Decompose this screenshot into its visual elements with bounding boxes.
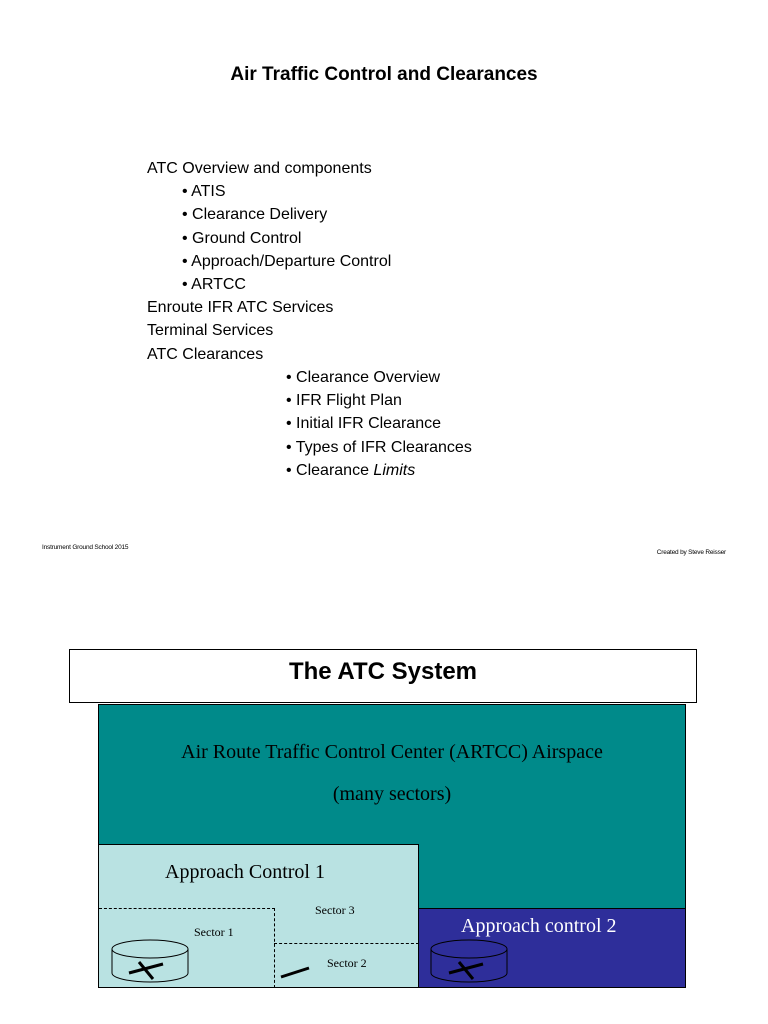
outline-item: • Types of IFR Clearances (286, 439, 472, 456)
outline-item: • Approach/Departure Control (182, 253, 392, 270)
outline-item-italic: Limits (373, 462, 416, 479)
outline-item-text: • Clearance (286, 462, 374, 479)
outline-item: ATC Clearances (147, 346, 264, 363)
approach-control-1-label: Approach Control 1 (165, 861, 325, 883)
sector-divider (274, 908, 275, 988)
artcc-sublabel: (many sectors) (332, 783, 452, 805)
artcc-label: Air Route Traffic Control Center (ARTCC) Airspace (181, 741, 603, 763)
outline-item: • Clearance Overview (286, 369, 441, 386)
sector-divider (274, 943, 419, 944)
sector-divider (99, 908, 275, 909)
approach-control-2-label: Approach control 2 (461, 915, 617, 937)
slide1-title: Air Traffic Control and Clearances (230, 64, 538, 85)
slide2-title-box (69, 649, 697, 703)
footer-left: Instrument Ground School 2015 (42, 544, 129, 551)
outline-item: • Clearance Delivery (182, 206, 328, 223)
runway-icon (279, 965, 311, 979)
airport-icon (111, 939, 191, 985)
footer-right: Created by Steve Reisser (656, 549, 726, 556)
outline-item: Terminal Services (147, 322, 274, 339)
outline-item: • ARTCC (182, 276, 246, 293)
outline-item: • ATIS (182, 183, 226, 200)
sector-2-label: Sector 2 (327, 956, 367, 970)
outline-item (286, 461, 415, 481)
airport-icon (429, 939, 511, 985)
slide2-title: The ATC System (288, 658, 478, 685)
sector-1-label: Sector 1 (194, 925, 234, 939)
outline-item: • Ground Control (182, 230, 302, 247)
outline-item: ATC Overview and components (147, 160, 372, 177)
sector-3-label: Sector 3 (315, 903, 355, 917)
outline-item: • IFR Flight Plan (286, 392, 402, 409)
outline-item: • Initial IFR Clearance (286, 415, 441, 432)
outline-item: Enroute IFR ATC Services (147, 299, 334, 316)
approach-control-1-area (98, 844, 419, 988)
approach-control-2-area (418, 908, 686, 988)
